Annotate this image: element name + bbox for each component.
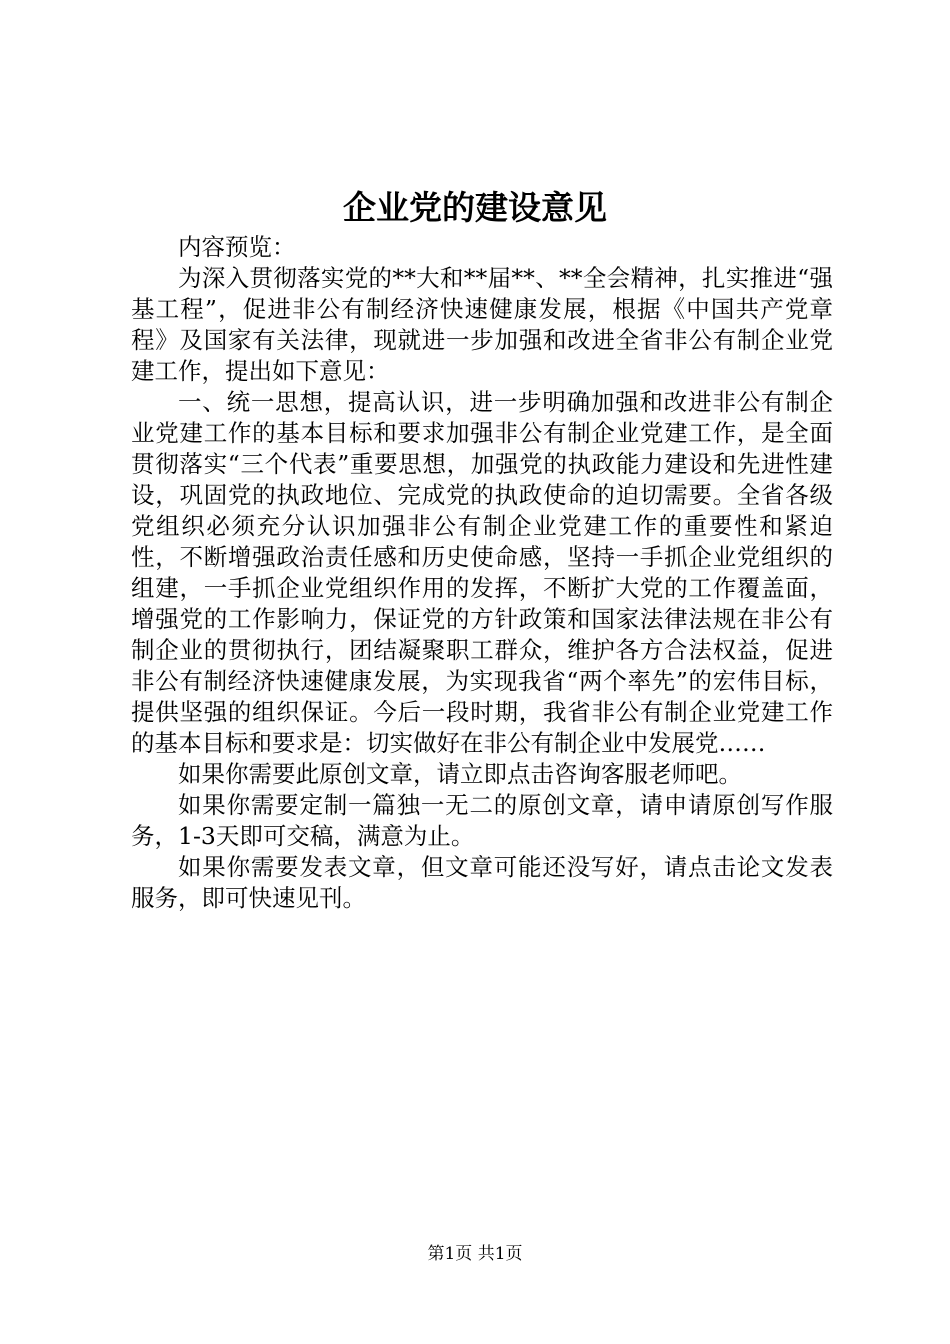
paragraph-intro: 为深入贯彻落实党的**大和**届**、**全会精神，扎实推进“强基工程”，促进非公有制经济快速健康发展，根据《中国共产党章程》及国家有关法律，现就进一步加强和改进全省非公有制企业党建工作，提出如下意见： (131, 264, 833, 385)
paragraph-custom-writing[interactable]: 如果你需要定制一篇独一无二的原创文章，请申请原创写作服务，1-3天即可交稿，满意为止。 (131, 791, 833, 850)
paragraph-section-one: 一、统一思想，提高认识，进一步明确加强和改进非公有制企业党建工作的基本目标和要求加强非公有制企业党建工作，是全面贯彻落实“三个代表”重要思想，加强党的执政能力建设和先进性建设，巩固党的执政地位、完成党的执政使命的迫切需要。全省各级党组织必须充分认识加强非公有制企业党建工作的重要性和紧迫性，不断增强政治责任感和历史使命感，坚持一手抓企业党组织的组建，一手抓企业党组织作用的发挥，不断扩大党的工作覆盖面，增强党的工作影响力，保证党的方针政策和国家法律法规在非公有制企业的贯彻执行，团结凝聚职工群众，维护各方合法权益，促进非公有制经济快速健康发展，为实现我省“两个率先”的宏伟目标，提供坚强的组织保证。今后一段时期，我省非公有制企业党建工作的基本目标和要求是：切实做好在非公有制企业中发展党…… (131, 388, 833, 757)
document-body (131, 232, 833, 914)
preview-label: 内容预览： (178, 233, 296, 261)
paragraph-contact-service[interactable]: 如果你需要此原创文章，请立即点击咨询客服老师吧。 (178, 760, 742, 788)
document-title: 企业党的建设意见 (343, 188, 607, 227)
page-indicator: 第1页 共1页 (427, 1244, 523, 1264)
paragraph-publishing[interactable]: 如果你需要发表文章，但文章可能还没写好，请点击论文发表服务，即可快速见刊。 (131, 853, 833, 912)
